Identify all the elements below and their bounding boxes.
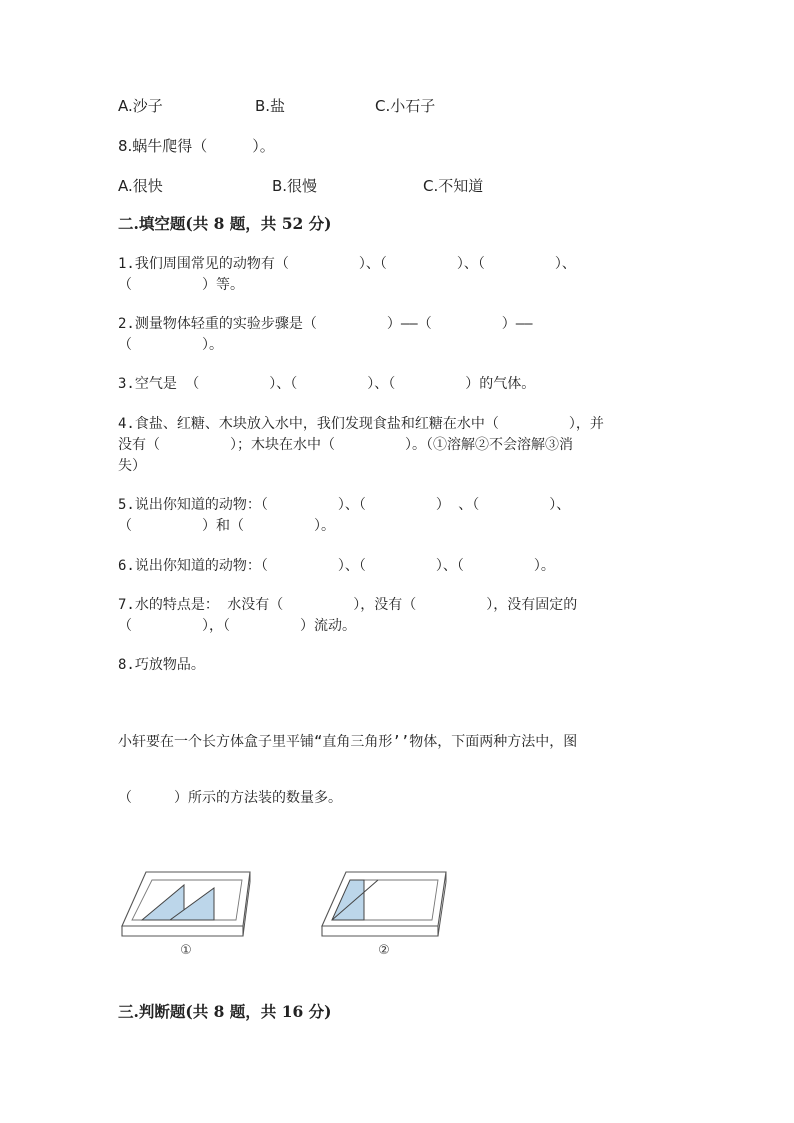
box-figure-1: [118, 868, 258, 958]
fill-q5-line1: 5.说出你知道的动物：（ ）、（ ） 、（ ）、: [118, 497, 571, 513]
q8-stem: 8.蜗牛爬得（ ）。: [118, 137, 275, 155]
fill-q7-line2: （ ），（ ）流动。: [118, 618, 356, 634]
box-figure-2: [318, 866, 458, 961]
q7-option-a: A.沙子: [118, 97, 163, 115]
fill-q3-line1: 3.空气是 （ ）、（ ）、（ ）的气体。: [118, 376, 536, 392]
fill-q4-line1: 4.食盐、红糖、木块放入水中，我们发现食盐和红糖在水中（ ），并: [118, 416, 604, 432]
fill-q8-title: 8.巧放物品。: [118, 657, 205, 673]
fig2-label: ②: [378, 943, 390, 958]
fill-q4-line3: 失）: [118, 458, 146, 474]
section2-heading: 二.填空题(共 8 题，共 52 分): [118, 214, 332, 233]
fill-q8-text-line2: （ ）所示的方法装的数量多。: [118, 790, 342, 806]
fill-q6-line1: 6.说出你知道的动物：（ ）、（ ）、（ ）。: [118, 558, 555, 574]
fig1-label: ①: [180, 943, 192, 958]
fill-q1-line1: 1.我们周围常见的动物有（ ）、（ ）、（ ）、: [118, 256, 576, 272]
section3-heading: 三.判断题(共 8 题，共 16 分): [118, 1002, 332, 1021]
box-front-2: [322, 926, 438, 936]
fill-q8-text-line1: 小轩要在一个长方体盒子里平铺“直角三角形’’物体，下面两种方法中，图: [118, 734, 578, 750]
q8-option-c: C.不知道: [423, 177, 484, 195]
fill-q4-line2: 没有（ ）；木块在水中（ ）。（①溶解②不会溶解③消: [118, 437, 573, 453]
q7-option-b: B.盐: [255, 97, 286, 115]
fill-q7-line1: 7.水的特点是： 水没有（ ），没有（ ），没有固定的: [118, 597, 578, 613]
fill-q2-line2: （ ）。: [118, 337, 223, 353]
fill-q1-line2: （ ）等。: [118, 277, 244, 293]
box-front-1: [122, 926, 243, 936]
fill-q5-line2: （ ）和（ ）。: [118, 518, 335, 534]
q8-option-a: A.很快: [118, 177, 163, 195]
q8-option-b: B.很慢: [272, 177, 318, 195]
q7-option-c: C.小石子: [375, 97, 436, 115]
fill-q2-line1: 2.测量物体轻重的实验步骤是（ ）——（ ）——: [118, 316, 533, 332]
